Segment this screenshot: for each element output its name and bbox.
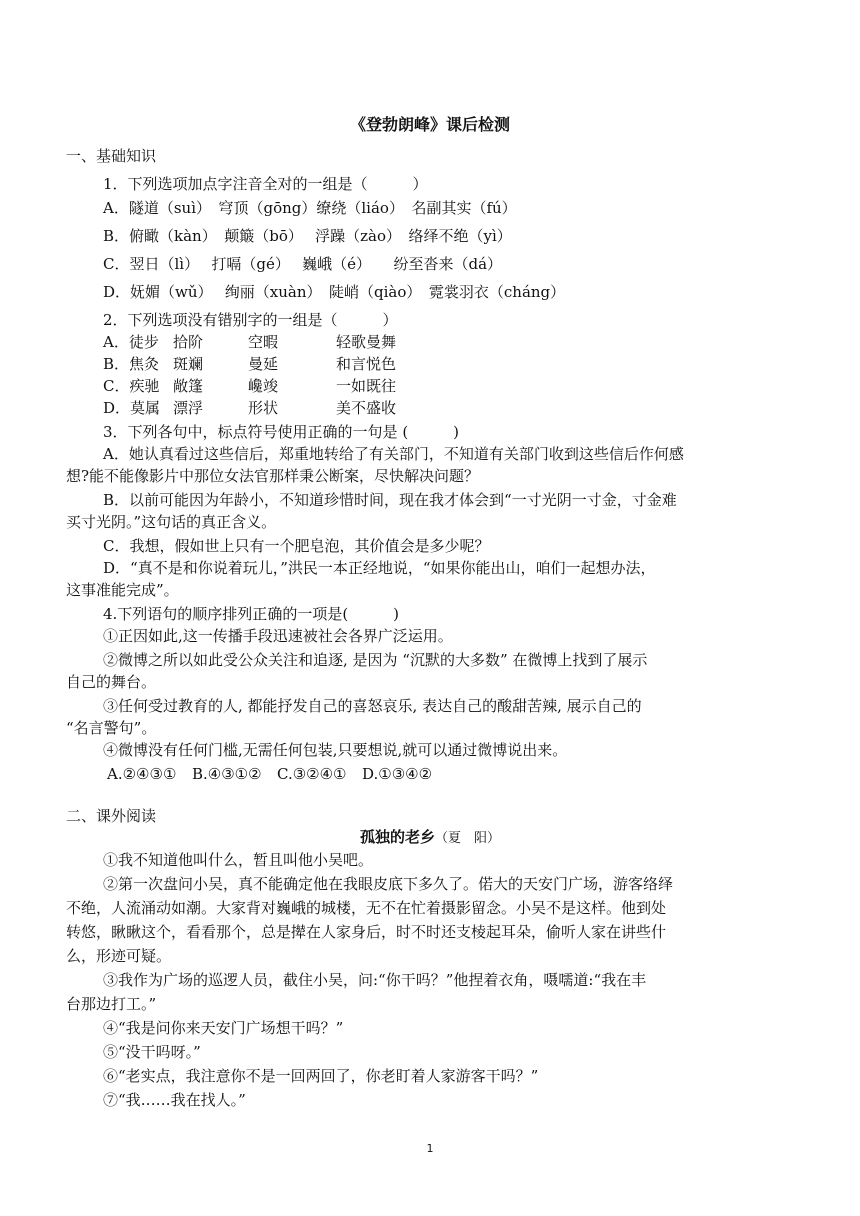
question-1-option-a: A．隧道（suì） 穹顶（gōng）缭绕（liáo） 名副其实（fú）: [103, 199, 517, 217]
question-3-option-b: B．以前可能因为年龄小，不知道珍惜时间，现在我才体会到“一寸光阴一寸金，寸金难: [103, 491, 677, 509]
option-cell: 一如既往: [336, 377, 397, 395]
question-3-option-d-cont: 这事准能完成”。: [66, 581, 179, 599]
page-number: 1: [426, 1142, 434, 1155]
option-cell: 空暇: [248, 333, 279, 351]
question-4-sentence-2: ②微博之所以如此受公众关注和追逐, 是因为 “沉默的大多数” 在微博上找到了展示: [103, 651, 648, 669]
story-paragraph-3: ③我作为广场的巡逻人员，截住小吴，问:“你干吗？”他捏着衣角，嗫嚅道:“我在丰: [103, 971, 647, 989]
story-paragraph-5: ⑤“没干吗呀。”: [103, 1043, 201, 1061]
option-b: B.④③①②: [192, 765, 262, 783]
option-cell: 和言悦色: [336, 355, 397, 373]
option-cell: 美不盛收: [336, 399, 397, 417]
option-d: D.①③④②: [362, 765, 433, 783]
option-cell: 曼延: [248, 355, 279, 373]
question-2-option-row: [103, 354, 396, 374]
story-paragraph-7: ⑦“我……我在找人。”: [103, 1091, 246, 1109]
option-cell: 轻歌曼舞: [336, 333, 397, 351]
question-4-options: [107, 764, 447, 784]
question-4-stem: 4.下列语句的顺序排列正确的一项是( ): [103, 605, 400, 623]
story-title-text: 孤独的老乡: [359, 828, 435, 846]
story-author: （夏 阳）: [435, 831, 501, 846]
story-paragraph-2-cont: 么，形迹可疑。: [66, 947, 172, 965]
question-4-sentence-3-cont: “名言警句”。: [66, 719, 157, 737]
question-1-option-b: B．俯瞰（kàn） 颠簸（bō） 浮躁（zào） 络绎不绝（yì）: [103, 227, 512, 245]
question-2-option-row: [103, 398, 396, 418]
section-heading-reading: 二、课外阅读: [66, 807, 157, 825]
question-4-sentence-4: ④微博没有任何门槛,无需任何包装,只要想说,就可以通过微博说出来。: [103, 741, 568, 759]
question-3-option-c: C．我想，假如世上只有一个肥皂泡，其价值会是多少呢？: [103, 537, 490, 555]
story-paragraph-4: ④“我是问你来天安门广场想干吗？”: [103, 1019, 344, 1037]
story-paragraph-1: ①我不知道他叫什么，暂且叫他小吴吧。: [103, 851, 374, 869]
option-cell: B．焦灸: [103, 355, 160, 373]
question-3-option-a: A．她认真看过这些信后，郑重地转给了有关部门，不知道有关部门收到这些信后作何感: [103, 445, 684, 463]
option-cell: D．莫属: [103, 399, 161, 417]
question-1-option-c: C．翌日（lì） 打嗝（gé） 巍峨（é） 纷至沓来（dá）: [103, 255, 503, 273]
option-cell: 敞篷: [173, 377, 204, 395]
option-cell: 斑斓: [173, 355, 204, 373]
question-2-option-row: [103, 376, 396, 396]
question-4-sentence-3: ③任何受过教育的人, 都能抒发自己的喜怒哀乐, 表达自己的酸甜苦辣, 展示自己的: [103, 697, 642, 715]
section-heading-basics: 一、基础知识: [66, 147, 157, 165]
option-cell: 拾阶: [173, 333, 204, 351]
option-cell: 形状: [248, 399, 279, 417]
question-3-option-a-cont: 想?能不能像影片中那位女法官那样秉公断案，尽快解决问题？: [66, 467, 480, 485]
story-paragraph-6: ⑥“老实点，我注意你不是一回两回了，你老盯着人家游客干吗？”: [103, 1067, 539, 1085]
option-c: C.③②④①: [277, 765, 347, 783]
option-cell: 巉竣: [248, 377, 279, 395]
option-a: A.②④③①: [107, 765, 177, 783]
question-3-option-d: D．“真不是和你说着玩儿，”洪民一本正经地说，“如果你能出山，咱们一起想办法，: [103, 559, 656, 577]
question-4-sentence-1: ①正因如此,这一传播手段迅速被社会各界广泛运用。: [103, 627, 453, 645]
question-2-stem: 2．下列选项没有错别字的一组是（ ）: [103, 311, 398, 329]
question-1-option-d: D．妩媚（wǔ） 绚丽（xuàn） 陡峭（qiào） 霓裳羽衣（cháng）: [103, 283, 566, 301]
question-3-stem: 3．下列各句中，标点符号使用正确的一句是 ( ): [103, 423, 460, 441]
option-cell: C．疾驰: [103, 377, 160, 395]
story-paragraph-2-cont: 不绝，人流涌动如潮。大家背对巍峨的城楼，无不在忙着摄影留念。小吴不是这样。他到处: [66, 899, 667, 917]
option-cell: 漂浮: [173, 399, 204, 417]
story-paragraph-2-cont: 转悠，瞅瞅这个，看看那个，总是撵在人家身后，时不时还支棱起耳朵，偷听人家在讲些什: [66, 923, 667, 941]
option-cell: A．徒步: [103, 333, 159, 351]
question-2-option-row: [103, 332, 396, 352]
page-title: 《登勃朗峰》课后检测: [349, 115, 510, 134]
question-1-stem: 1．下列选项加点字注音全对的一组是（ ）: [103, 175, 428, 193]
question-4-sentence-2-cont: 自己的舞台。: [66, 673, 157, 691]
story-paragraph-3-cont: 台那边打工。”: [66, 995, 157, 1013]
story-title: [0, 826, 860, 847]
question-3-option-b-cont: 买寸光阴。”这句话的真正含义。: [66, 513, 277, 531]
story-paragraph-2: ②第一次盘问小吴，真不能确定他在我眼皮底下多久了。偌大的天安门广场，游客络绎: [103, 875, 674, 893]
